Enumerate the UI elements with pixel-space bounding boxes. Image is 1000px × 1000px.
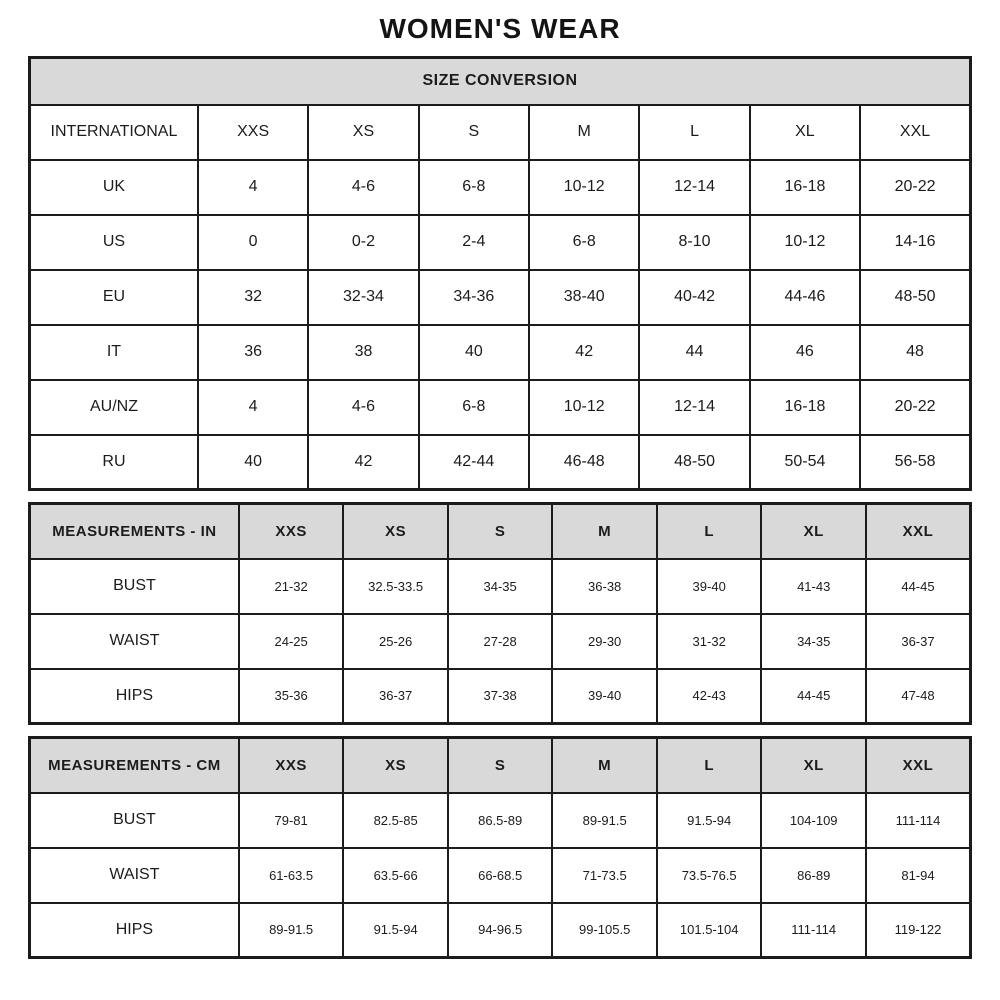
table-row <box>30 559 971 614</box>
table-row <box>30 160 971 215</box>
table-cell: 20-22 <box>860 380 970 435</box>
table-cell: 20-22 <box>860 160 970 215</box>
table-cell: 99-105.5 <box>552 903 657 958</box>
table-cell: 32-34 <box>308 270 418 325</box>
table-cell: 36-38 <box>552 559 657 614</box>
table-cell: 12-14 <box>639 380 749 435</box>
table-cell: 111-114 <box>866 793 971 848</box>
column-header: L <box>657 738 762 793</box>
column-header: XXL <box>866 738 971 793</box>
table-cell: 38-40 <box>529 270 639 325</box>
table-cell: 35-36 <box>239 669 344 724</box>
table-row <box>30 58 971 105</box>
table-cell: 34-35 <box>448 559 553 614</box>
table-cell: 40-42 <box>639 270 749 325</box>
table-row <box>30 435 971 490</box>
table-cell: 4 <box>198 380 308 435</box>
row-label: AU/NZ <box>30 380 198 435</box>
table-cell: 10-12 <box>529 160 639 215</box>
measurements-in-table <box>28 502 972 725</box>
table-cell: 71-73.5 <box>552 848 657 903</box>
table-cell: 111-114 <box>761 903 866 958</box>
table-cell: 89-91.5 <box>552 793 657 848</box>
table-row <box>30 614 971 669</box>
row-label: HIPS <box>30 669 239 724</box>
measurements-cm-table <box>28 736 972 959</box>
row-label: RU <box>30 435 198 490</box>
table-cell: 48-50 <box>860 270 970 325</box>
table-cell: 38 <box>308 325 418 380</box>
table-cell: 36 <box>198 325 308 380</box>
row-label: IT <box>30 325 198 380</box>
table-row <box>30 848 971 903</box>
table-cell: 44 <box>639 325 749 380</box>
table-cell: 40 <box>198 435 308 490</box>
column-header: INTERNATIONAL <box>30 105 198 160</box>
table-cell: 37-38 <box>448 669 553 724</box>
table-cell: 0-2 <box>308 215 418 270</box>
table-cell: 21-32 <box>239 559 344 614</box>
table-row <box>30 105 971 160</box>
page-title: WOMEN'S WEAR <box>379 13 621 44</box>
column-header: L <box>657 504 762 559</box>
table-cell: 10-12 <box>529 380 639 435</box>
table-cell: 46 <box>750 325 860 380</box>
table-cell: 48-50 <box>639 435 749 490</box>
table-cell: 91.5-94 <box>657 793 762 848</box>
table-cell: 63.5-66 <box>343 848 448 903</box>
table-cell: 0 <box>198 215 308 270</box>
column-header: S <box>448 738 553 793</box>
column-header: XXL <box>860 105 970 160</box>
size-conversion-table <box>28 56 972 491</box>
column-header: XXS <box>239 504 344 559</box>
table-cell: 104-109 <box>761 793 866 848</box>
table-cell: 66-68.5 <box>448 848 553 903</box>
table-cell: 39-40 <box>657 559 762 614</box>
column-header: XL <box>761 738 866 793</box>
table-cell: 86.5-89 <box>448 793 553 848</box>
column-header: XL <box>750 105 860 160</box>
table-cell: 41-43 <box>761 559 866 614</box>
table-cell: 101.5-104 <box>657 903 762 958</box>
column-header: XS <box>343 738 448 793</box>
table-cell: 50-54 <box>750 435 860 490</box>
table-cell: 24-25 <box>239 614 344 669</box>
size-conversion-header: SIZE CONVERSION <box>30 58 971 105</box>
table-cell: 39-40 <box>552 669 657 724</box>
table-cell: 36-37 <box>343 669 448 724</box>
table-cell: 29-30 <box>552 614 657 669</box>
table-cell: 94-96.5 <box>448 903 553 958</box>
table-cell: 4-6 <box>308 380 418 435</box>
table-row <box>30 903 971 958</box>
measurements-cm-header: MEASUREMENTS - CM <box>30 738 239 793</box>
table-row <box>30 669 971 724</box>
column-header: M <box>529 105 639 160</box>
table-cell: 91.5-94 <box>343 903 448 958</box>
table-row <box>30 270 971 325</box>
table-cell: 48 <box>860 325 970 380</box>
table-cell: 32 <box>198 270 308 325</box>
table-row <box>30 793 971 848</box>
table-cell: 82.5-85 <box>343 793 448 848</box>
table-cell: 6-8 <box>419 160 529 215</box>
column-header: XXS <box>198 105 308 160</box>
measurements-in-header: MEASUREMENTS - IN <box>30 504 239 559</box>
column-header: XL <box>761 504 866 559</box>
table-row <box>30 504 971 559</box>
table-cell: 36-37 <box>866 614 971 669</box>
column-header: S <box>419 105 529 160</box>
table-cell: 44-45 <box>761 669 866 724</box>
table-cell: 56-58 <box>860 435 970 490</box>
table-row <box>30 738 971 793</box>
table-cell: 6-8 <box>529 215 639 270</box>
column-header: XXL <box>866 504 971 559</box>
table-cell: 4 <box>198 160 308 215</box>
table-row <box>30 380 971 435</box>
column-header: M <box>552 504 657 559</box>
table-cell: 12-14 <box>639 160 749 215</box>
table-cell: 89-91.5 <box>239 903 344 958</box>
column-header: XXS <box>239 738 344 793</box>
table-cell: 44-45 <box>866 559 971 614</box>
table-cell: 81-94 <box>866 848 971 903</box>
table-cell: 44-46 <box>750 270 860 325</box>
column-header: L <box>639 105 749 160</box>
column-header: XS <box>343 504 448 559</box>
table-cell: 86-89 <box>761 848 866 903</box>
table-cell: 2-4 <box>419 215 529 270</box>
table-cell: 119-122 <box>866 903 971 958</box>
table-cell: 73.5-76.5 <box>657 848 762 903</box>
table-cell: 34-35 <box>761 614 866 669</box>
table-cell: 6-8 <box>419 380 529 435</box>
table-cell: 25-26 <box>343 614 448 669</box>
table-cell: 79-81 <box>239 793 344 848</box>
table-cell: 8-10 <box>639 215 749 270</box>
row-label: BUST <box>30 793 239 848</box>
table-cell: 16-18 <box>750 160 860 215</box>
column-header: XS <box>308 105 418 160</box>
row-label: UK <box>30 160 198 215</box>
row-label: WAIST <box>30 614 239 669</box>
row-label: BUST <box>30 559 239 614</box>
table-cell: 31-32 <box>657 614 762 669</box>
table-cell: 34-36 <box>419 270 529 325</box>
column-header: S <box>448 504 553 559</box>
table-cell: 46-48 <box>529 435 639 490</box>
table-cell: 32.5-33.5 <box>343 559 448 614</box>
row-label: WAIST <box>30 848 239 903</box>
table-cell: 40 <box>419 325 529 380</box>
row-label: HIPS <box>30 903 239 958</box>
table-cell: 42 <box>529 325 639 380</box>
table-row <box>30 215 971 270</box>
table-cell: 4-6 <box>308 160 418 215</box>
table-cell: 16-18 <box>750 380 860 435</box>
row-label: EU <box>30 270 198 325</box>
table-cell: 42 <box>308 435 418 490</box>
table-cell: 42-43 <box>657 669 762 724</box>
table-cell: 14-16 <box>860 215 970 270</box>
table-cell: 42-44 <box>419 435 529 490</box>
column-header: M <box>552 738 657 793</box>
table-cell: 27-28 <box>448 614 553 669</box>
table-cell: 47-48 <box>866 669 971 724</box>
table-cell: 61-63.5 <box>239 848 344 903</box>
row-label: US <box>30 215 198 270</box>
table-cell: 10-12 <box>750 215 860 270</box>
table-row <box>30 325 971 380</box>
